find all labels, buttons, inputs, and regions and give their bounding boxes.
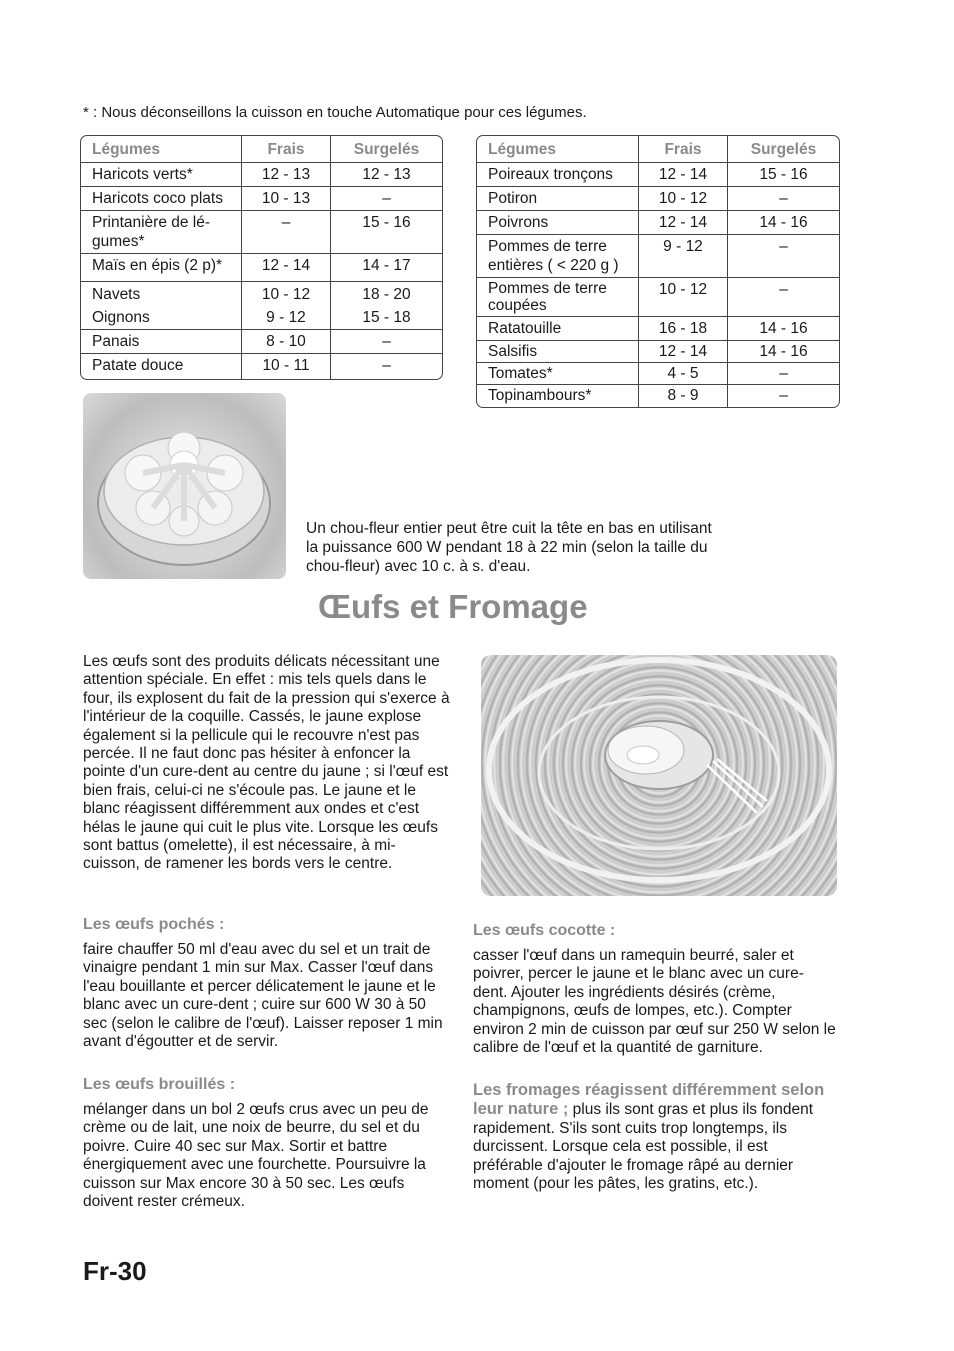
page-title: Œufs et Fromage — [318, 588, 588, 625]
veg-surgeles: 14 - 16 — [728, 341, 839, 363]
veg-name: Ratatouille — [477, 317, 639, 341]
veg-surgeles: 15 - 16 — [331, 211, 442, 254]
veg-surgeles: – — [331, 330, 442, 354]
veg-surgeles: 12 - 13 — [331, 163, 442, 187]
table-row — [81, 163, 442, 187]
header-frais: Frais — [242, 136, 331, 163]
veg-frais: 10 - 12 — [242, 282, 331, 306]
veg-name: Maïs en épis (2 p)* — [81, 254, 242, 282]
veg-surgeles: – — [728, 187, 839, 211]
veg-surgeles: 18 - 20 — [362, 286, 411, 303]
veg-name: Haricots coco plats — [81, 187, 242, 211]
poached-text: faire chauffer 50 ml d'eau avec du sel et un trait de vinaigre pendant 1 min sur Max. Casser l'œuf dans l'eau bouillante et percer délicatement le jaune et le blanc avec un cure-dent ; cuire sur 600 W 30 à 50 sec (selon le calibre de l'œuf). Laisser reposer 1 min avant d'égoutter et de servir. — [83, 941, 443, 1051]
cauliflower-caption: Un chou-fleur entier peut être cuit la tête en bas en utilisant la puissance 600 W pendant 18 à 22 min (selon la taille du chou-fleur) avec 10 c. à s. d'eau. — [306, 520, 712, 575]
veg-surgeles: 14 - 16 — [728, 211, 839, 235]
veg-name: Pommes de terre entières ( < 220 g ) — [477, 235, 639, 278]
ramekin-icon — [481, 655, 837, 896]
table-row — [477, 317, 839, 341]
header-frais: Frais — [639, 136, 728, 163]
veg-surgeles: 14 - 16 — [728, 317, 839, 341]
veg-frais: 12 - 14 — [242, 254, 331, 282]
page-number: Fr-30 — [83, 1256, 147, 1286]
veg-name: Panais — [81, 330, 242, 354]
veg-name: Tomates* — [477, 363, 639, 385]
veg-name: Navets — [81, 282, 242, 306]
vegetables-table-right — [476, 135, 840, 408]
table-row — [81, 254, 442, 282]
veg-surgeles: 15 - 18 — [331, 306, 442, 330]
table-row — [477, 341, 839, 363]
table-row — [477, 211, 839, 235]
veg-name: Poireaux tronçons — [477, 163, 639, 187]
veg-frais: 4 - 5 — [639, 363, 728, 385]
poached-heading: Les œufs pochés : — [83, 916, 225, 933]
header-legumes: Légumes — [81, 136, 242, 163]
table-row — [477, 187, 839, 211]
veg-surgeles: – — [728, 363, 839, 385]
veg-name: Topinambours* — [477, 385, 639, 407]
table-row — [81, 282, 442, 306]
turntable-photo — [481, 655, 837, 896]
veg-surgeles: – — [728, 235, 839, 278]
table-row — [477, 235, 839, 278]
cheese-text: plus ils sont gras et plus ils fondent rapidement. S'ils sont cuits trop longtemps, ils durcissent. Lorsque cela est possible, il est préférable d'ajouter le fromage râpé au dernier moment (pour les pâtes, les gratins, etc.). — [473, 1101, 814, 1193]
veg-frais: 9 - 12 — [242, 306, 331, 330]
veg-frais: 10 - 11 — [242, 354, 331, 379]
automatic-note: * : Nous déconseillons la cuisson en touche Automatique pour ces légumes. — [83, 104, 587, 121]
table-row — [81, 330, 442, 354]
cocotte-text: casser l'œuf dans un ramequin beurré, saler et poivrer, percer le jaune et le blanc avec un cure-dent. Ajouter les ingrédients désirés (crème, champignons, œufs de lompes, etc.). Compter environ 2 min de cuisson par œuf sur 250 W selon le calibre de l'œuf et la quantité de garniture. — [473, 947, 836, 1057]
veg-frais: 12 - 14 — [639, 341, 728, 363]
scrambled-heading: Les œufs brouillés : — [83, 1076, 236, 1093]
veg-surgeles: – — [382, 357, 391, 374]
eggs-intro: Les œufs sont des produits délicats nécessitant une attention spéciale. En effet : mis tels quels dans le four, ils explosent du fait de la pression qui s'exerce à l'intérieur de la coquille. Cassés, le jaune explose également si la pellicule qui le recouvre n'est pas percée. Il ne faut donc pas hésiter à enfoncer la pointe d'un cure-dent au centre du jaune ; si l'œuf est bien frais, celui-ci ne s'écoule pas. Le jaune et le blanc réagissent différemment aux ondes et c'est hélas le jaune qui cuit le plus vite. Lorsque les œufs sont battus (omelette), il est nécessaire, à mi-cuisson, de ramener les bords vers le centre. — [83, 653, 450, 873]
table-row — [477, 385, 839, 407]
header-surgeles: Surgelés — [331, 136, 442, 163]
table-header-row — [81, 136, 442, 163]
veg-frais: 12 - 13 — [242, 163, 331, 187]
header-surgeles: Surgelés — [728, 136, 839, 163]
veg-frais: 10 - 12 — [639, 187, 728, 211]
cauliflower-photo — [83, 393, 286, 579]
veg-surgeles: 14 - 17 — [331, 254, 442, 282]
table-row — [81, 187, 442, 211]
veg-frais: 16 - 18 — [639, 317, 728, 341]
veg-name: Poivrons — [477, 211, 639, 235]
cocotte-heading: Les œufs cocotte : — [473, 922, 616, 939]
scrambled-text: mélanger dans un bol 2 œufs crus avec un peu de crème ou de lait, une noix de beurre, du sel et du poivre. Cuire 40 sec sur Max. Sortir et battre énergiquement avec une fourchette. Poursuivre la cuisson sur Max encore 30 à 50 sec. Les œufs doivent rester crémeux. — [83, 1101, 429, 1211]
veg-name: Oignons — [81, 306, 242, 330]
table-row — [81, 211, 442, 254]
veg-surgeles: 15 - 16 — [728, 163, 839, 187]
cheese-paragraph — [473, 1081, 841, 1193]
veg-surgeles: – — [331, 187, 442, 211]
veg-frais: 10 - 12 — [639, 278, 728, 317]
veg-frais: 8 - 9 — [639, 385, 728, 407]
table-row — [477, 363, 839, 385]
veg-name: Patate douce — [81, 354, 242, 379]
veg-frais: 12 - 14 — [639, 211, 728, 235]
veg-surgeles: – — [779, 387, 788, 404]
table-row — [81, 354, 442, 379]
veg-frais: 12 - 14 — [639, 163, 728, 187]
veg-surgeles: – — [728, 278, 839, 317]
veg-name: Printanière de lé-gumes* — [81, 211, 242, 254]
veg-name: Haricots verts* — [81, 163, 242, 187]
table-header-row — [477, 136, 839, 163]
cauliflower-bowl-icon — [83, 393, 286, 579]
table-row — [81, 306, 442, 330]
veg-frais: 10 - 13 — [242, 187, 331, 211]
table-row — [477, 163, 839, 187]
veg-name: Potiron — [477, 187, 639, 211]
cheese-heading: Les fromages réagissent différemment selon leur nature ; — [473, 1081, 825, 1119]
vegetables-table-left — [80, 135, 443, 380]
veg-frais: 9 - 12 — [639, 235, 728, 278]
veg-frais: – — [242, 211, 331, 254]
header-legumes: Légumes — [477, 136, 639, 163]
veg-frais: 8 - 10 — [242, 330, 331, 354]
veg-name: Pommes de terre coupées — [477, 278, 639, 317]
veg-name: Salsifis — [477, 341, 639, 363]
table-row — [477, 278, 839, 317]
